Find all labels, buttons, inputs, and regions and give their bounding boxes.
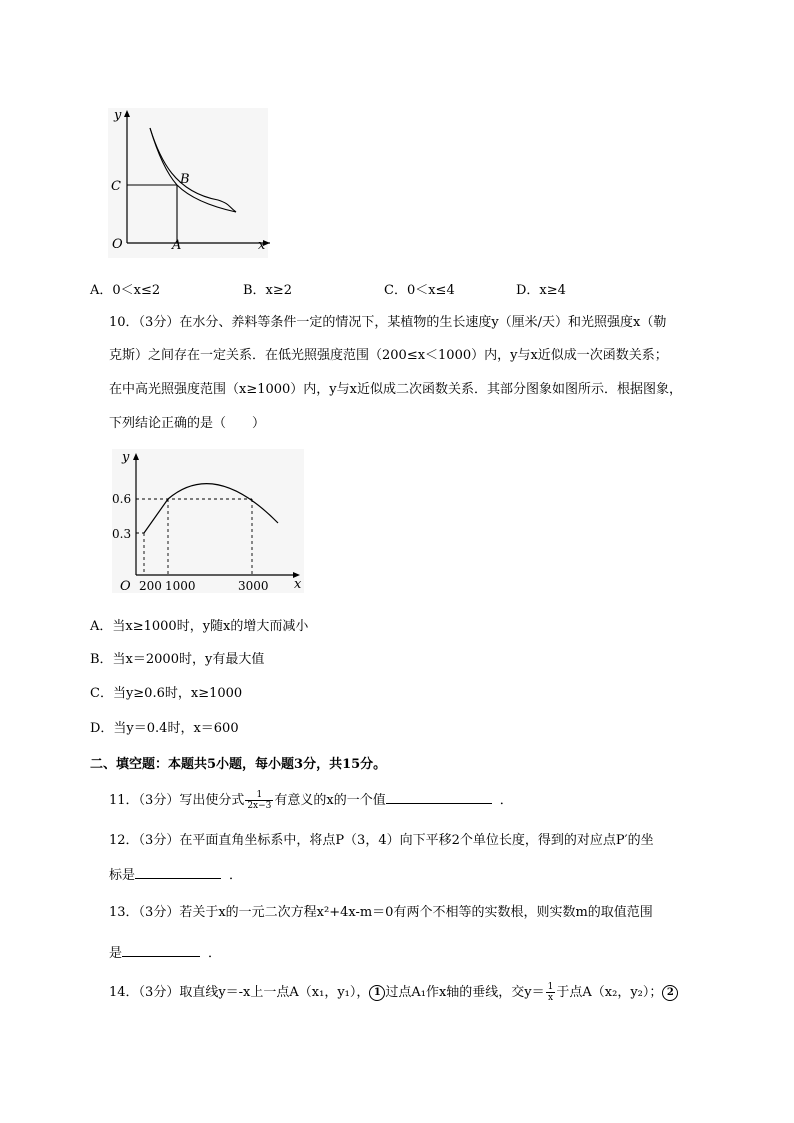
q14-pre: 14．（3分）取直线y＝-x上一点A（x₁，y₁）， — [109, 985, 370, 1000]
q12-answer-blank[interactable] — [135, 866, 221, 879]
section-2-heading: 二、填空题：本题共5小题，每小题3分，共15分。 — [90, 757, 387, 772]
label-y: y — [122, 450, 130, 465]
tick-y-03: 0.3 — [112, 527, 132, 541]
q11-post: 有意义的x的一个值 — [274, 793, 386, 808]
tick-x-200: 200 — [139, 579, 162, 593]
q10-option-c[interactable]: C．当y≥0.6时，x≥1000 — [90, 686, 243, 701]
tick-x-1000: 1000 — [165, 579, 196, 593]
q13-line-2 — [109, 944, 221, 963]
q12-end: ． — [229, 868, 243, 883]
q13-answer-blank[interactable] — [122, 944, 200, 957]
q10-option-b[interactable]: B．当x＝2000时，y有最大值 — [90, 652, 265, 667]
label-y: y — [114, 108, 122, 123]
q9-option-d[interactable]: D．x≥4 — [516, 283, 566, 298]
q11-answer-blank[interactable] — [386, 791, 492, 804]
q13-line-2-text: 是 — [109, 946, 123, 961]
label-c: C — [111, 179, 121, 194]
q9-option-b[interactable]: B．x≥2 — [243, 283, 293, 298]
q10-line-1: 10．（3分）在水分、养料等条件一定的情况下，某植物的生长速度y（厘米/天）和光照强度x（勒 — [109, 315, 667, 330]
label-b: B — [180, 172, 190, 187]
q11-fraction-num: 1 — [256, 790, 263, 800]
q14-fraction — [546, 982, 556, 1003]
label-x: x — [294, 577, 302, 592]
q11-fraction — [245, 790, 273, 811]
q11-fraction-den: 2x−3 — [247, 801, 272, 811]
inverse-function-graph — [100, 100, 280, 260]
label-o: O — [120, 579, 131, 594]
label-x: x — [258, 238, 266, 253]
q12-line-2-text: 标是 — [109, 868, 136, 883]
q10-line-4: 下列结论正确的是（ ） — [109, 416, 266, 431]
label-o: O — [112, 237, 123, 252]
q13-end: ． — [208, 946, 222, 961]
label-a: A — [172, 238, 182, 253]
circled-2-icon: 2 — [662, 985, 678, 1001]
q12-line-2 — [109, 866, 242, 885]
q14 — [109, 980, 678, 1006]
q10-line-3: 在中高光照强度范围（x≥1000）内，y与x近似成二次函数关系．其部分图象如图所示．根据图象， — [109, 382, 682, 397]
q11 — [109, 789, 513, 813]
q10-option-d[interactable]: D．当y＝0.4时，x＝600 — [90, 721, 239, 736]
q10-line-2: 克斯）之间存在一定关系．在低光照强度范围（200≤x＜1000）内，y与x近似成一次函数关系； — [109, 348, 668, 363]
q11-end: ． — [499, 793, 513, 808]
q14-post: 于点A（x₂，y₂）； — [556, 985, 663, 1000]
q11-pre: 11．（3分）写出使分式 — [109, 793, 245, 808]
q9-option-a[interactable]: A．0＜x≤2 — [90, 283, 161, 298]
q10-option-a[interactable]: A．当x≥1000时，y随x的增大而减小 — [90, 619, 309, 634]
q14-fraction-num: 1 — [547, 982, 554, 992]
q14-mid: 过点A₁作x轴的垂线，交y＝ — [385, 985, 545, 1000]
tick-y-06: 0.6 — [112, 492, 132, 506]
q13-line-1: 13．（3分）若关于x的一元二次方程x²+4x-m＝0有两个不相等的实数根，则实数m的取值范围 — [109, 905, 653, 920]
q14-fraction-den: x — [547, 993, 554, 1003]
tick-x-3000: 3000 — [238, 579, 269, 593]
q9-option-c[interactable]: C．0＜x≤4 — [384, 283, 455, 298]
growth-speed-graph — [108, 445, 308, 597]
circled-1-icon: 1 — [369, 985, 385, 1001]
q12-line-1: 12．（3分）在平面直角坐标系中，将点P（3，4）向下平移2个单位长度，得到的对应点P′的坐 — [109, 833, 654, 848]
